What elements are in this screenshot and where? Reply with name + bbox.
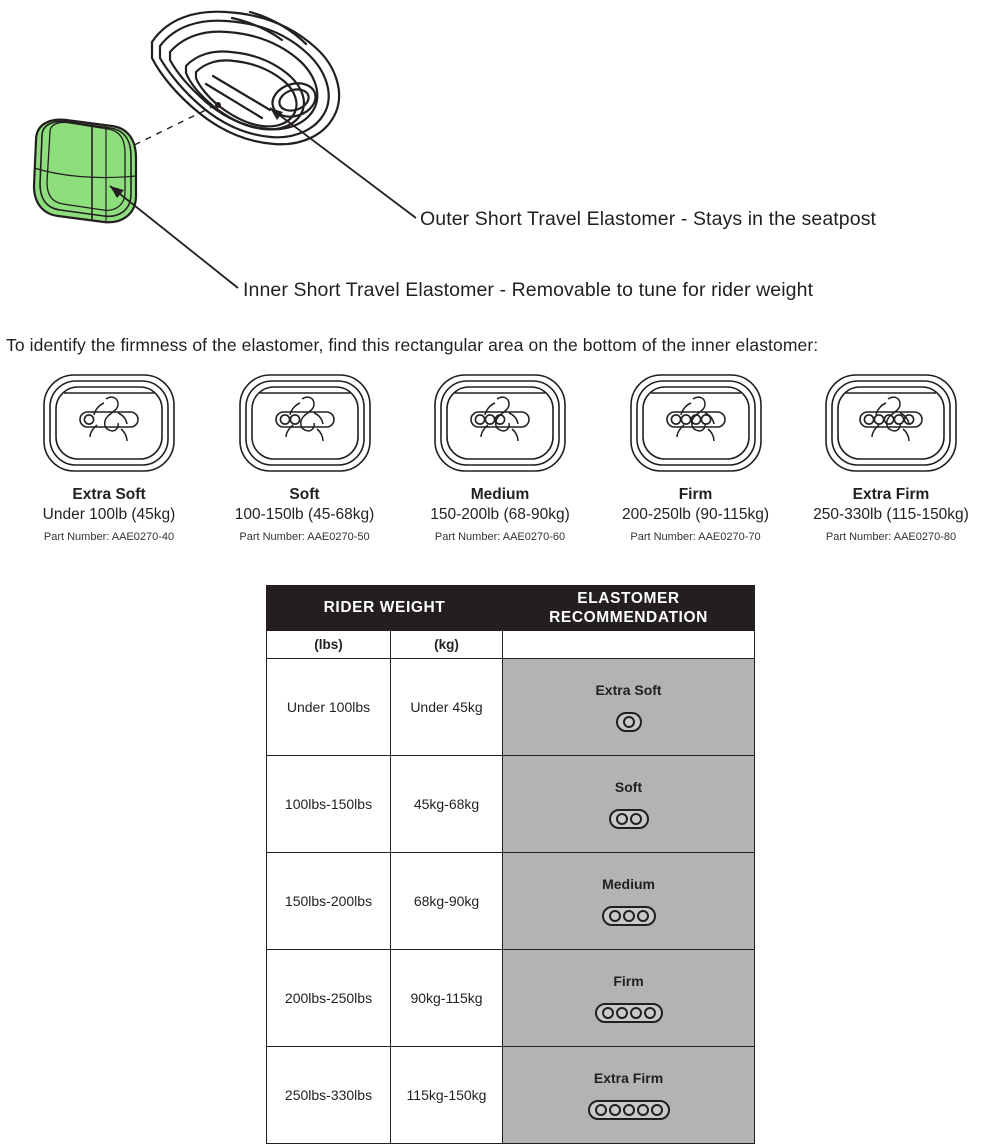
firmness-option-extra-firm [796,368,986,543]
dot-marker [503,712,754,732]
firmness-option-medium [405,368,595,543]
cell-weight-lbs: Under 100lbs [267,659,391,756]
header-unit-kg: (kg) [391,631,503,659]
firmness-name: Extra Soft [72,486,146,503]
elastomer-bottom-icon [796,368,986,478]
firmness-options-row [0,368,1000,543]
cell-recommendation [503,950,755,1047]
cell-recommendation [503,756,755,853]
intro-text: To identify the firmness of the elastomer, find this rectangular area on the bottom of the inner elastomer: [6,335,819,355]
firmness-range: 200-250lb (90-115kg) [621,506,770,523]
header-unit-lbs: (lbs) [267,631,391,659]
recommendation-label: Firm [613,973,644,989]
cell-recommendation [503,853,755,950]
header-blank-cell [503,631,755,659]
cell-weight-lbs: 250lbs-330lbs [267,1047,391,1144]
inner-elastomer-graphic [34,120,136,223]
dot-marker [503,809,754,829]
table-unit-row [267,631,755,659]
cell-weight-kg: 68kg-90kg [391,853,503,950]
elastomer-bottom-icon [14,368,204,478]
header-rider-weight: RIDER WEIGHT [267,586,503,631]
cell-weight-lbs: 200lbs-250lbs [267,950,391,1047]
dot-marker [503,1100,754,1120]
table-header-row [267,586,755,631]
recommendation-label: Extra Firm [593,1070,664,1086]
recommendation-label: Extra Soft [595,682,662,698]
firmness-option-extra-soft [14,368,204,543]
elastomer-bottom-icon [210,368,400,478]
header-elastomer-recommendation: ELASTOMER RECOMMENDATION [503,586,755,631]
firmness-option-soft [210,368,400,543]
table-row [267,756,755,853]
cell-weight-kg: Under 45kg [391,659,503,756]
table-row [267,853,755,950]
callout-outer-elastomer: Outer Short Travel Elastomer - Stays in the seatpost [420,208,877,230]
dot-marker [503,906,754,926]
firmness-part-number: Part Number: AAE0270-70 [630,531,761,543]
firmness-name: Firm [678,486,713,503]
elastomer-exploded-illustration [0,0,1000,320]
rider-weight-recommendation-table [266,585,755,1144]
cell-weight-kg: 115kg-150kg [391,1047,503,1144]
dot-marker [503,1003,754,1023]
cell-weight-lbs: 150lbs-200lbs [267,853,391,950]
firmness-range: 250-330lb (115-150kg) [813,506,969,523]
table-row [267,950,755,1047]
cell-weight-kg: 45kg-68kg [391,756,503,853]
firmness-option-firm [601,368,791,543]
callout-inner-elastomer: Inner Short Travel Elastomer - Removable to tune for rider weight [243,279,814,301]
elastomer-bottom-icon [601,368,791,478]
firmness-part-number: Part Number: AAE0270-80 [825,531,957,543]
firmness-part-number: Part Number: AAE0270-50 [239,531,370,543]
firmness-range: Under 100lb (45kg) [42,506,176,523]
cell-recommendation [503,659,755,756]
table-row [267,659,755,756]
firmness-part-number: Part Number: AAE0270-60 [434,531,566,543]
recommendation-label: Soft [614,779,643,795]
recommendation-label: Medium [602,876,655,892]
cell-weight-kg: 90kg-115kg [391,950,503,1047]
firmness-name: Soft [289,486,320,503]
firmness-range: 100-150lb (45-68kg) [234,506,375,523]
firmness-name: Medium [470,486,530,503]
cell-recommendation [503,1047,755,1144]
firmness-name: Extra Firm [852,486,930,503]
firmness-range: 150-200lb (68-90kg) [430,506,570,523]
table-row [267,1047,755,1144]
cell-weight-lbs: 100lbs-150lbs [267,756,391,853]
firmness-part-number: Part Number: AAE0270-40 [43,531,175,543]
elastomer-bottom-icon [405,368,595,478]
